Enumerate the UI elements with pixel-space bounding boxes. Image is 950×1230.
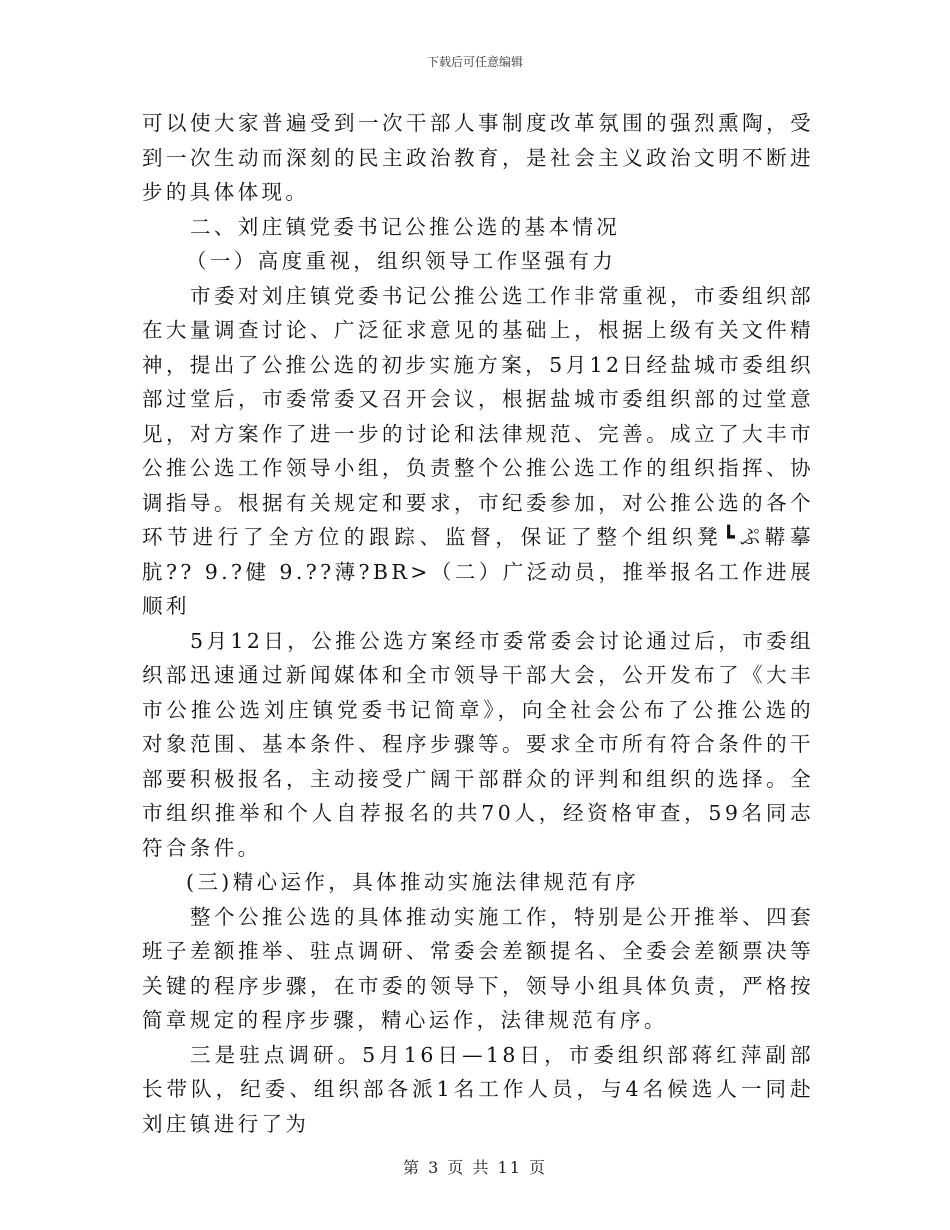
paragraph-continued: 可以使大家普遍受到一次干部人事制度改革氛围的强烈熏陶，受到一次生动而深刻的民主政治教育，是社会主义政治文明不断进步的具体体现。 (142, 111, 814, 204)
paragraph: 市委对刘庄镇党委书记公推公选工作非常重视，市委组织部在大量调查讨论、广泛征求意见的基础上，根据上级有关文件精神，提出了公推公选的初步实施方案，5月12日经盐城市委组织部过堂后，市委常委又召开会议，根据盐城市委组织部的过堂意见，对方案作了进一步的讨论和法律规范、完善。成立了大丰市公推公选工作领导小组，负责整个公推公选工作的组织指挥、协调指导。根据有关规定和要求，市纪委参加，对公推公选的各个环节进行了全方位的跟踪、监督，保证了整个组织凳┗ぷ鞯摹肮?? 9.?健 9.??薄?BR>（二）广泛动员，推举报名工作进展顺利 (142, 283, 814, 618)
subsection-heading: （一）高度重视，组织领导工作坚强有力 (186, 249, 617, 273)
document-body (142, 106, 814, 1141)
page-header: 下载后可任意编辑 (426, 55, 523, 69)
section-heading: 二、刘庄镇党委书记公推公选的基本情况 (190, 214, 621, 239)
paragraph: 5月12日，公推公选方案经市委常委会讨论通过后，市委组织部迅速通过新闻媒体和全市领导干部大会，公开发布了《大丰市公推公选刘庄镇党委书记简章》，向全社会公布了公推公选的对象范围、基本条件、程序步骤等。要求全市所有符合条件的干部要积极报名，主动接受广阔干部群众的评判和组织的选择。全市组织推举和个人自荐报名的共70人，经资格审查，59名同志符合条件。 (142, 628, 814, 860)
paragraph: 整个公推公选的具体推动实施工作，特别是公开推举、四套班子差额推举、驻点调研、常委会差额提名、全委会差额票决等关键的程序步骤，在市委的领导下，领导小组具体负责，严格按简章规定的程序步骤，精心运作，法律规范有序。 (142, 904, 814, 1032)
subsection-heading: (三)精心运作，具体推动实施法律规范有序 (186, 870, 639, 894)
paragraph: 三是驻点调研。5月16日—18日，市委组织部蒋红萍副部长带队，纪委、组织部各派1名工作人员，与4名候选人一同赴刘庄镇进行了为 (142, 1042, 814, 1136)
page-number-footer: 第 3 页 共 11 页 (403, 1158, 547, 1177)
